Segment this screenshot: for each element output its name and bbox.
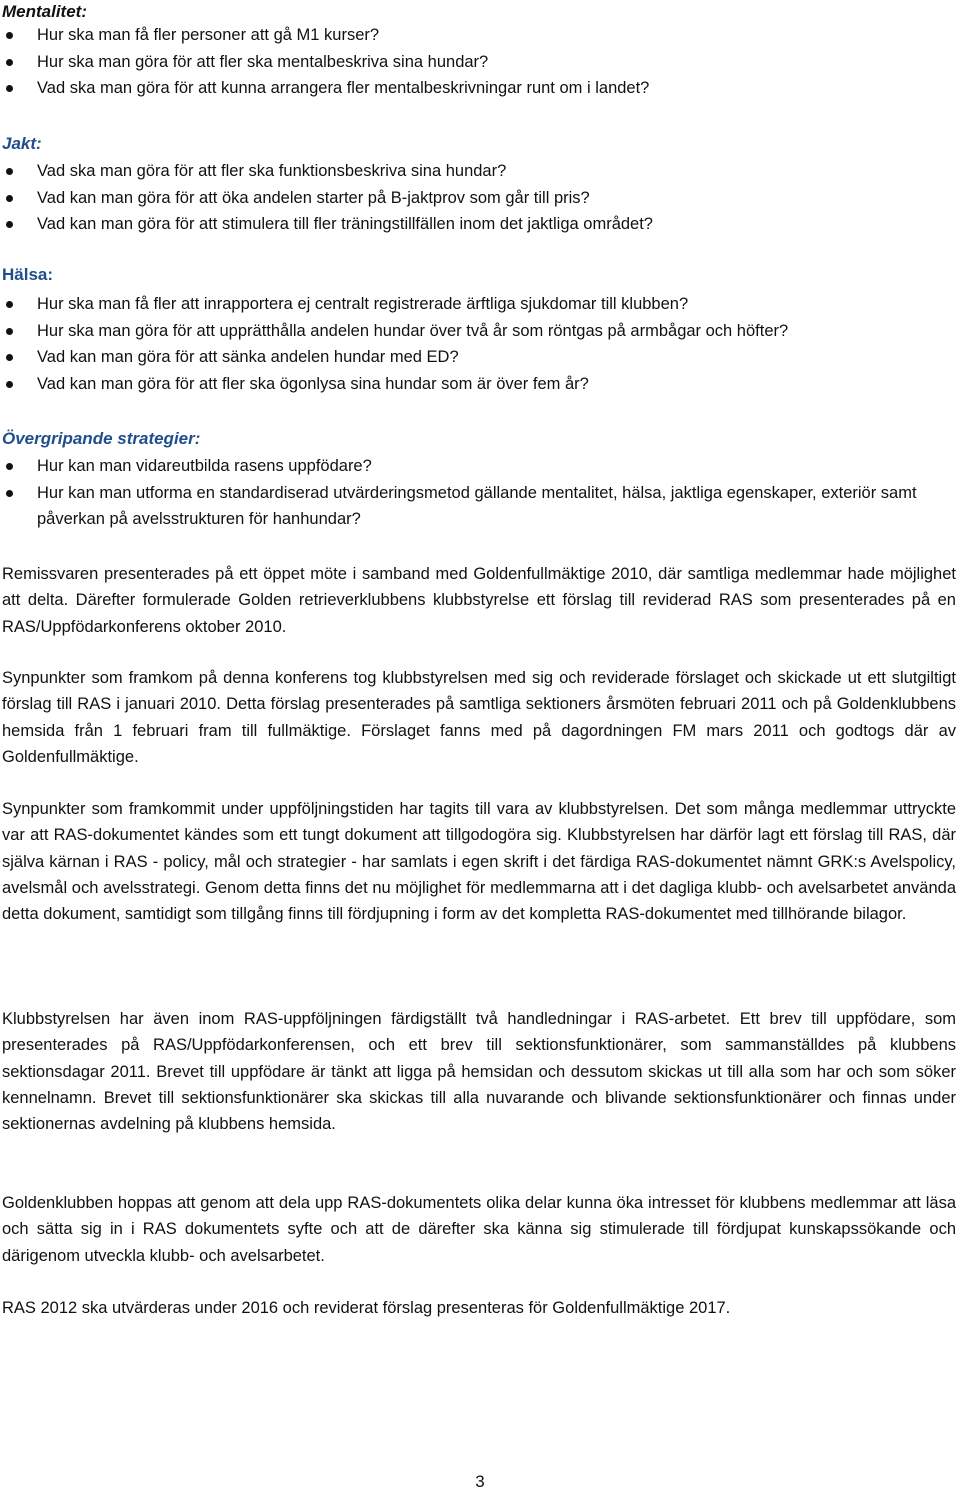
list-item: Vad ska man göra för att kunna arrangera fler mentalbeskrivningar runt om i landet? [0, 75, 940, 102]
paragraph-konferens: Synpunkter som framkom på denna konferens tog klubbstyrelsen med sig och reviderade förslaget och skickade ut ett slutgiltigt förslag till RAS i januari 2010. Detta förslag presenterades på samtliga sektioners årsmöten februari 2011 och på Goldenklubbens hemsida från 1 februari fram till fullmäktige. Förslaget fanns med på dagordningen FM mars 2011 och godtogs där av Goldenfullmäktige. [2, 669, 956, 766]
section-heading-overgripande: Övergripande strategier: [2, 429, 201, 448]
section-heading-jakt: Jakt: [2, 134, 42, 153]
paragraph-handledningar: Klubbstyrelsen har även inom RAS-uppföljningen färdigställt två handledningar i RAS-arbetet. Ett brev till uppfödare, som presenterades på RAS/Uppfödarkonferensen, och ett brev till sektionsfunktionärer, som sammanställdes på klubbens sektionsdagar 2011. Brevet till uppfödare är tänkt att ligga på hemsidan och dessutom skickas ut till alla som har och som söker kennelnamn. Brevet till sektionsfunktionärer ska skickas till alla nuvarande och blivande sektionsfunktionärer och finnas under sektionernas avdelning på klubbens hemsida. [2, 1010, 956, 1134]
bullet-list-halsa [0, 291, 940, 397]
list-item: Vad kan man göra för att stimulera till fler träningstillfällen inom det jaktliga området? [0, 211, 940, 238]
paragraph-goldenklubben: Goldenklubben hoppas att genom att dela upp RAS-dokumentets olika delar kunna öka intresset för klubbens medlemmar att läsa och sätta sig in i RAS dokumentets syfte och att de därefter ska känna sig stimulerade till fördjupat kunskapssökande och därigenom utveckla klubb- och avelsarbetet. [2, 1194, 956, 1265]
list-item: Hur kan man utforma en standardiserad utvärderingsmetod gällande mentalitet, hälsa, jaktliga egenskaper, exteriör samt påverkan på avelsstrukturen för hanhundar? [0, 480, 940, 533]
paragraph-remissvaren: Remissvaren presenterades på ett öppet möte i samband med Goldenfullmäktige 2010, där samtliga medlemmar hade möjlighet att delta. Därefter formulerade Golden retrieverklubbens klubbstyrelse ett förslag till reviderad RAS som presenterades på en RAS/Uppfödarkonferens oktober 2010. [2, 565, 956, 636]
list-item: Vad ska man göra för att fler ska funktionsbeskriva sina hundar? [0, 158, 940, 185]
bullet-list-mentalitet [0, 22, 940, 102]
list-item: Vad kan man göra för att fler ska ögonlysa sina hundar som är över fem år? [0, 371, 940, 398]
bullet-list-overgripande [0, 453, 940, 533]
page-number: 3 [475, 1472, 485, 1491]
section-heading-mentalitet: Mentalitet: [2, 2, 87, 21]
bullet-list-jakt [0, 158, 940, 238]
list-item: Vad kan man göra för att öka andelen starter på B-jaktprov som går till pris? [0, 185, 940, 212]
list-item: Hur ska man göra för att upprätthålla andelen hundar över två år som röntgas på armbågar och höfter? [0, 318, 940, 345]
paragraph-uppfoljning: Synpunkter som framkommit under uppföljningstiden har tagits till vara av klubbstyrelsen. Det som många medlemmar uttryckte var att RAS-dokumentet kändes som ett tungt dokument att tillgodogöra sig. Klubbstyrelsen har därför lagt ett förslag till RAS, där själva kärnan i RAS - policy, mål och strategier - har samlats i egen skrift i det färdiga RAS-dokumentet nämnt GRK:s Avelspolicy, avelsmål och avelsstrategi. Genom detta finns det nu möjlighet för medlemmarna att i det dagliga klubb- och avelsarbetet använda detta dokument, samtidigt som tillgång finns till fördjupning i form av det kompletta RAS-dokumentet med tillhörande bilagor. [2, 800, 956, 924]
list-item: Vad kan man göra för att sänka andelen hundar med ED? [0, 344, 940, 371]
list-item: Hur ska man få fler att inrapportera ej centralt registrerade ärftliga sjukdomar till klubben? [0, 291, 940, 318]
list-item: Hur ska man få fler personer att gå M1 kurser? [0, 22, 940, 49]
list-item: Hur ska man göra för att fler ska mentalbeskriva sina hundar? [0, 49, 940, 76]
paragraph-ras-2012: RAS 2012 ska utvärderas under 2016 och reviderat förslag presenteras för Goldenfullmäktige 2017. [2, 1299, 731, 1317]
list-item: Hur kan man vidareutbilda rasens uppfödare? [0, 453, 940, 480]
section-heading-halsa: Hälsa: [2, 265, 54, 284]
